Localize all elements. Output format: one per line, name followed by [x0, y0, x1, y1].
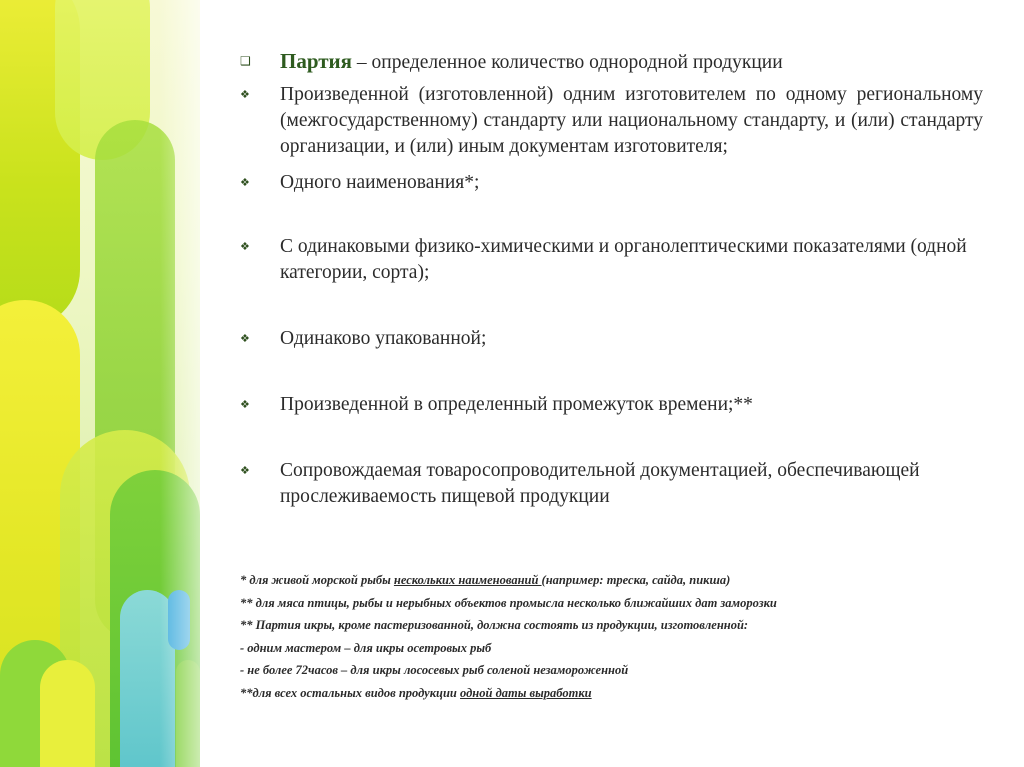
list-item-text: Одинаково упакованной;	[280, 328, 487, 349]
footnote-underlined: одной даты выработки	[460, 685, 592, 700]
footnote-text: (например: треска, сайда, пикша)	[541, 573, 731, 587]
footnote-line	[240, 569, 1000, 592]
list-item	[238, 234, 983, 286]
decor-shape	[40, 660, 95, 767]
footnote-text: * для живой морской рыбы	[240, 573, 394, 587]
decorative-side-panel	[0, 0, 200, 767]
definition-term: Партия	[280, 49, 353, 73]
footnote-line: - одним мастером – для икры осетровых рыб	[240, 640, 492, 655]
decor-fade	[160, 0, 200, 767]
list-item-text: Сопровождаемая товаросопроводительной документацией, обеспечивающей прослеживаемость пищевой продукции	[280, 460, 920, 507]
diamond-bullet-icon: ❖	[240, 399, 250, 411]
diamond-bullet-icon: ❖	[240, 241, 250, 253]
list-item	[238, 392, 983, 418]
footnote-line: - не более 72часов – для икры лососевых рыб соленой незамороженной	[240, 663, 629, 677]
diamond-bullet-icon: ❖	[240, 89, 250, 101]
slide-content	[238, 48, 983, 510]
footnote-line: ** для мяса птицы, рыбы и нерыбных объектов промысла несколько ближайших дат заморозки	[240, 595, 777, 610]
footnote-underlined: нескольких наименований	[393, 573, 542, 587]
list-item	[238, 458, 983, 510]
diamond-bullet-icon: ❖	[240, 333, 250, 345]
list-item	[238, 82, 983, 160]
list-item	[238, 170, 983, 196]
diamond-bullet-icon: ❖	[240, 465, 250, 477]
list-item-text: Произведенной в определенный промежуток времени;**	[280, 394, 753, 415]
list-item-text: Произведенной (изготовленной) одним изготовителем по одному региональному (межгосударственному) стандарту или национальному стандарту, и (или) стандарту организации, и (или) иным документам изготовителя;	[280, 84, 983, 157]
definition-line	[238, 48, 983, 76]
footnote-line: ** Партия икры, кроме пастеризованной, должна состоять из продукции, изготовленной:	[240, 618, 749, 632]
list-item-text: Одного наименования*;	[280, 172, 480, 193]
square-bullet-icon: ❑	[240, 54, 251, 68]
footnote-text: **для всех остальных видов продукции	[240, 685, 461, 700]
list-item	[238, 326, 983, 352]
definition-text: – определенное количество однородной продукции	[352, 52, 783, 73]
list-item-text: С одинаковыми физико-химическими и органолептическими показателями (одной категории, сорта);	[280, 236, 967, 283]
footnote-line	[240, 682, 1000, 705]
footnotes	[240, 569, 1000, 704]
diamond-bullet-icon: ❖	[240, 177, 250, 189]
